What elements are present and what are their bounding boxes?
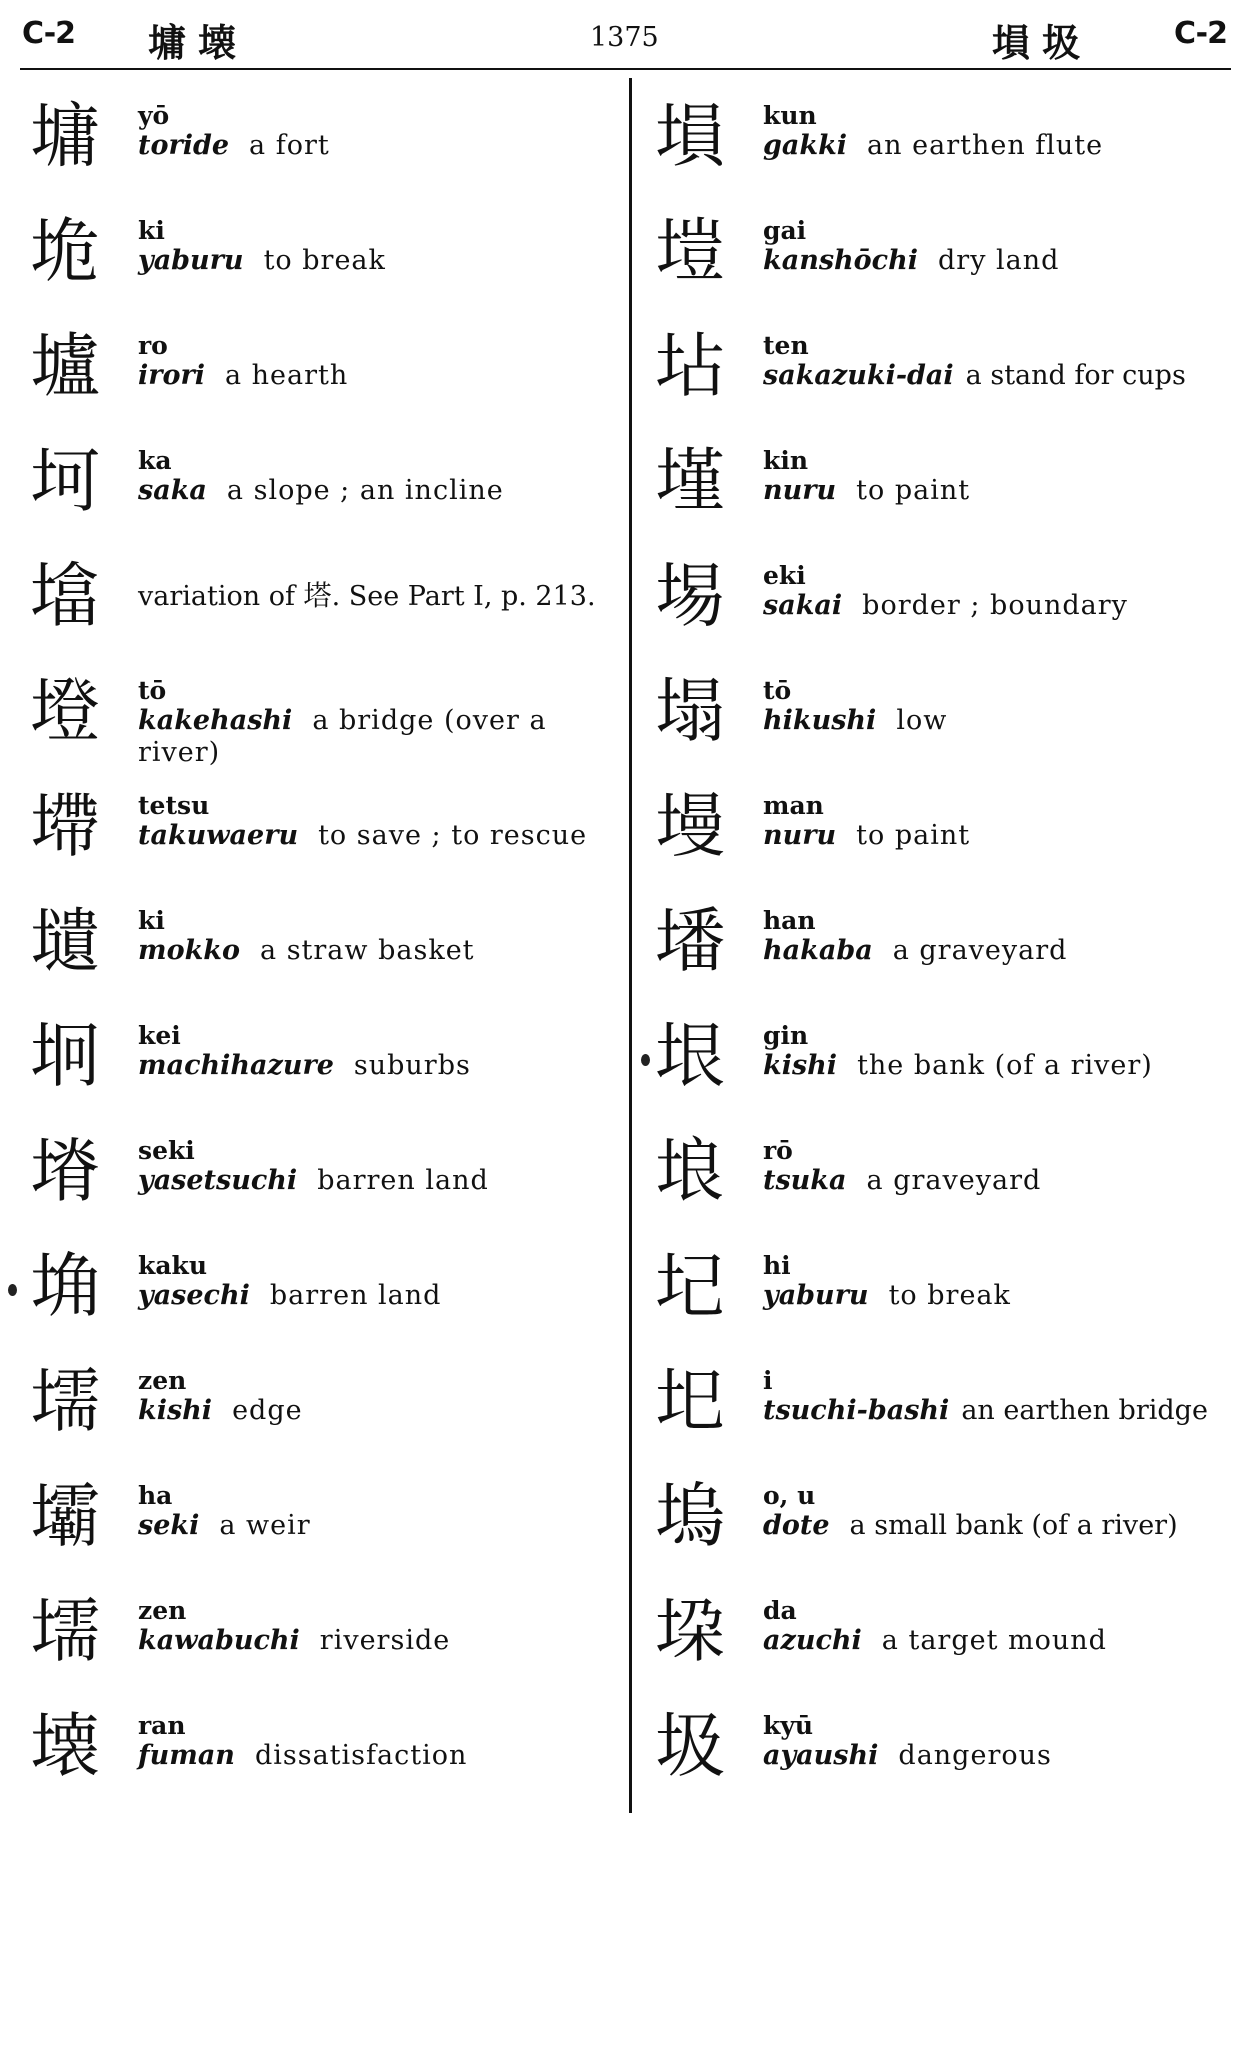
- entry-kanji: 墉: [30, 95, 100, 177]
- entry-definition: [138, 1468, 620, 1542]
- entry-kun-reading: kishi: [763, 1050, 838, 1081]
- entry-kanji: 坰: [30, 1015, 100, 1097]
- entry-kun-reading: hakaba: [763, 935, 873, 966]
- entry-on-reading: i: [763, 1366, 773, 1395]
- dictionary-entry: [30, 1353, 620, 1468]
- page-number: 1375: [590, 22, 659, 53]
- entry-meaning: a bridge (over a river): [138, 705, 547, 768]
- entry-definition: [763, 1008, 1233, 1082]
- dictionary-entry: [655, 1008, 1233, 1123]
- entry-kanji: 塢: [655, 1475, 725, 1557]
- entry-kun-reading: mokko: [138, 935, 241, 966]
- entry-kanji: 壖: [30, 1590, 100, 1672]
- entry-definition: [763, 548, 1233, 622]
- entry-kanji: 壖: [30, 1360, 100, 1442]
- dictionary-entry: [655, 893, 1233, 1008]
- entry-definition: [138, 1698, 620, 1772]
- entry-on-reading: ro: [138, 331, 168, 360]
- entry-kanji: 塌: [655, 670, 725, 752]
- dictionary-entry: [655, 1583, 1233, 1698]
- entry-kanji: 塏: [655, 210, 725, 292]
- entry-meaning: a stand for cups: [965, 360, 1186, 391]
- entry-kanji: 圯: [655, 1360, 725, 1442]
- entry-on-reading: ha: [138, 1481, 173, 1510]
- entry-kun-reading: kishi: [138, 1395, 213, 1426]
- entry-meaning: suburbs: [353, 1050, 471, 1081]
- entry-kun-reading: ayaushi: [763, 1740, 879, 1771]
- margin-mark: [8, 1284, 17, 1296]
- dictionary-entry: [30, 88, 620, 203]
- entry-kanji: 壩: [30, 1475, 100, 1557]
- entry-kanji: 壚: [30, 325, 100, 407]
- entry-meaning: edge: [232, 1395, 303, 1426]
- dictionary-entry: [655, 663, 1233, 778]
- entry-kanji: 埌: [655, 1130, 725, 1212]
- dictionary-entry: [30, 1583, 620, 1698]
- header-right-code: C-2: [1173, 16, 1227, 51]
- entry-meaning: a small bank (of a river): [849, 1510, 1178, 1541]
- entry-meaning: barren land: [317, 1165, 489, 1196]
- entry-meaning: a graveyard: [892, 935, 1068, 966]
- right-column: [655, 88, 1233, 1813]
- entry-definition: [138, 893, 620, 967]
- entry-kanji: 墁: [655, 785, 725, 867]
- entry-on-reading: zen: [138, 1366, 187, 1395]
- column-divider: [629, 78, 632, 1813]
- dictionary-entry: [30, 1698, 620, 1813]
- entry-kun-reading: gakki: [763, 130, 848, 161]
- entry-on-reading: kei: [138, 1021, 181, 1050]
- entry-meaning: a target mound: [881, 1625, 1107, 1656]
- entry-definition: [763, 1468, 1233, 1542]
- entry-kanji: 壝: [30, 900, 100, 982]
- entry-kun-reading: sakai: [763, 590, 843, 621]
- dictionary-entry: [655, 433, 1233, 548]
- entry-meaning: a slope ; an incline: [226, 475, 504, 506]
- entry-meaning: dry land: [938, 245, 1060, 276]
- entry-meaning: a weir: [219, 1510, 311, 1541]
- entry-definition: [138, 88, 620, 162]
- entry-on-reading: gin: [763, 1021, 809, 1050]
- entry-meaning: to save ; to rescue: [318, 820, 588, 851]
- entry-kun-reading: dote: [763, 1510, 830, 1541]
- entry-definition: [763, 1353, 1233, 1427]
- entry-kun-reading: saka: [138, 475, 207, 506]
- entry-kun-reading: yasechi: [138, 1280, 250, 1311]
- entry-definition: [138, 1353, 620, 1427]
- entry-on-reading: da: [763, 1596, 797, 1625]
- entry-kun-reading: irori: [138, 360, 205, 391]
- entry-kun-reading: yasetsuchi: [138, 1165, 298, 1196]
- entry-kun-reading: tsuchi-bashi: [763, 1395, 950, 1426]
- dictionary-entry: [30, 548, 620, 663]
- entry-meaning: to paint: [856, 820, 971, 851]
- entry-kanji: 墖: [30, 555, 100, 637]
- header-right-chars: 塤圾: [991, 21, 1092, 65]
- entry-on-reading: kyū: [763, 1711, 814, 1740]
- entry-kanji: 垝: [30, 210, 100, 292]
- dictionary-entry: [655, 318, 1233, 433]
- header-left-code: C-2: [22, 16, 76, 51]
- entry-on-reading: kun: [763, 101, 817, 130]
- entry-kun-reading: takuwaeru: [138, 820, 299, 851]
- entry-on-reading: ki: [138, 216, 165, 245]
- entry-meaning: dissatisfaction: [254, 1740, 468, 1771]
- entry-kun-reading: sakazuki-dai: [763, 360, 954, 391]
- entry-definition: [763, 88, 1233, 162]
- entry-kun-reading: nuru: [763, 475, 837, 506]
- entry-kanji: 圮: [655, 1245, 725, 1327]
- entry-definition: [763, 778, 1233, 852]
- entry-on-reading: man: [763, 791, 824, 820]
- entry-definition: [138, 1238, 620, 1312]
- entry-kanji: 墦: [655, 900, 725, 982]
- entry-meaning: to break: [888, 1280, 1011, 1311]
- entry-kanji: 垜: [655, 1590, 725, 1672]
- entry-kanji: 垠: [655, 1015, 725, 1097]
- entry-definition: [138, 1583, 620, 1657]
- entry-on-reading: han: [763, 906, 816, 935]
- entry-on-reading: ten: [763, 331, 809, 360]
- entry-kanji: 圾: [655, 1705, 725, 1787]
- entry-on-reading: ki: [138, 906, 165, 935]
- entry-meaning: dangerous: [898, 1740, 1052, 1771]
- entry-meaning: to break: [263, 245, 386, 276]
- entry-on-reading: o, u: [763, 1481, 816, 1510]
- header-rule: [20, 68, 1231, 70]
- entry-kun-reading: azuchi: [763, 1625, 862, 1656]
- entry-definition: [763, 1583, 1233, 1657]
- dictionary-entry: [30, 203, 620, 318]
- dictionary-entry: [655, 1238, 1233, 1353]
- dictionary-entry: [30, 893, 620, 1008]
- entry-kun-reading: kanshōchi: [763, 245, 918, 276]
- entry-kun-reading: yaburu: [138, 245, 244, 276]
- margin-mark: [641, 1054, 650, 1066]
- note-suffix: . See Part I, p. 213.: [331, 581, 596, 612]
- entry-kun-reading: kawabuchi: [138, 1625, 300, 1656]
- entry-kanji: 埆: [30, 1245, 100, 1327]
- entry-meaning: a fort: [249, 130, 330, 161]
- dictionary-entry: [655, 778, 1233, 893]
- entry-definition: [763, 1698, 1233, 1772]
- entry-meaning: border ; boundary: [862, 590, 1128, 621]
- dictionary-entry: [655, 1698, 1233, 1813]
- entry-on-reading: tetsu: [138, 791, 210, 820]
- dictionary-entry: [30, 433, 620, 548]
- entry-kun-reading: tsuka: [763, 1165, 847, 1196]
- dictionary-entry: [655, 1353, 1233, 1468]
- dictionary-entry: [30, 778, 620, 893]
- entry-meaning: a graveyard: [866, 1165, 1042, 1196]
- dictionary-entry: [655, 548, 1233, 663]
- entry-on-reading: kaku: [138, 1251, 208, 1280]
- entry-definition: [138, 203, 620, 277]
- dictionary-entry: [30, 318, 620, 433]
- entry-definition: [763, 433, 1233, 507]
- entry-on-reading: ka: [138, 446, 172, 475]
- entry-kun-reading: kakehashi: [138, 705, 293, 736]
- entry-definition: [138, 778, 620, 852]
- entry-kanji: 墆: [30, 785, 100, 867]
- header-left-chars: 墉壊: [148, 21, 249, 65]
- page-header: [22, 10, 1227, 66]
- entry-definition: [763, 663, 1233, 737]
- entry-definition: [138, 663, 620, 769]
- entry-on-reading: zen: [138, 1596, 187, 1625]
- entry-definition: [763, 203, 1233, 277]
- entry-on-reading: rō: [763, 1136, 793, 1165]
- dictionary-entry: [655, 88, 1233, 203]
- dictionary-entry: [30, 1238, 620, 1353]
- dictionary-entry: [30, 663, 620, 778]
- entry-definition: [763, 318, 1233, 392]
- entry-meaning: an earthen bridge: [961, 1395, 1208, 1426]
- entry-variation-note: [138, 548, 596, 613]
- entry-on-reading: gai: [763, 216, 807, 245]
- entry-definition: [138, 318, 620, 392]
- entry-kun-reading: seki: [138, 1510, 200, 1541]
- entry-definition: [138, 433, 620, 507]
- entry-kanji: 壊: [30, 1705, 100, 1787]
- entry-kun-reading: hikushi: [763, 705, 877, 736]
- entry-meaning: to paint: [856, 475, 971, 506]
- entry-meaning: a straw basket: [260, 935, 475, 966]
- entry-on-reading: tō: [138, 676, 167, 705]
- entry-on-reading: ran: [138, 1711, 186, 1740]
- entry-on-reading: kin: [763, 446, 808, 475]
- entry-meaning: an earthen flute: [867, 130, 1104, 161]
- entry-kun-reading: fuman: [138, 1740, 235, 1771]
- entry-meaning: a hearth: [224, 360, 349, 391]
- left-column: [30, 88, 620, 1813]
- entry-on-reading: hi: [763, 1251, 791, 1280]
- entry-on-reading: eki: [763, 561, 806, 590]
- entry-kanji: 塤: [655, 95, 725, 177]
- entry-kanji: 坷: [30, 440, 100, 522]
- entry-kanji: 埸: [655, 555, 725, 637]
- entry-definition: [138, 1123, 620, 1197]
- entry-kanji: 墱: [30, 670, 100, 752]
- dictionary-entry: [655, 203, 1233, 318]
- entry-meaning: barren land: [269, 1280, 442, 1311]
- entry-on-reading: seki: [138, 1136, 195, 1165]
- entry-definition: [763, 1238, 1233, 1312]
- note-reference-char: 塔: [303, 579, 332, 612]
- entry-kanji: 塉: [30, 1130, 100, 1212]
- entry-meaning: low: [896, 705, 948, 736]
- entry-definition: [763, 893, 1233, 967]
- entry-kanji: 墐: [655, 440, 725, 522]
- entry-kun-reading: nuru: [763, 820, 837, 851]
- entry-kun-reading: yaburu: [763, 1280, 869, 1311]
- entry-kanji: 坫: [655, 325, 725, 407]
- entry-meaning: riverside: [319, 1625, 451, 1656]
- entry-definition: [138, 1008, 620, 1082]
- dictionary-entry: [655, 1468, 1233, 1583]
- entry-kun-reading: toride: [138, 130, 230, 161]
- dictionary-entry: [30, 1468, 620, 1583]
- note-prefix: variation of: [138, 581, 304, 612]
- entry-definition: [763, 1123, 1233, 1197]
- dictionary-entry: [655, 1123, 1233, 1238]
- dictionary-entry: [30, 1123, 620, 1238]
- dictionary-entry: [30, 1008, 620, 1123]
- entry-on-reading: tō: [763, 676, 792, 705]
- entry-on-reading: yō: [138, 101, 170, 130]
- entry-meaning: the bank (of a river): [857, 1050, 1153, 1081]
- entry-kun-reading: machihazure: [138, 1050, 334, 1081]
